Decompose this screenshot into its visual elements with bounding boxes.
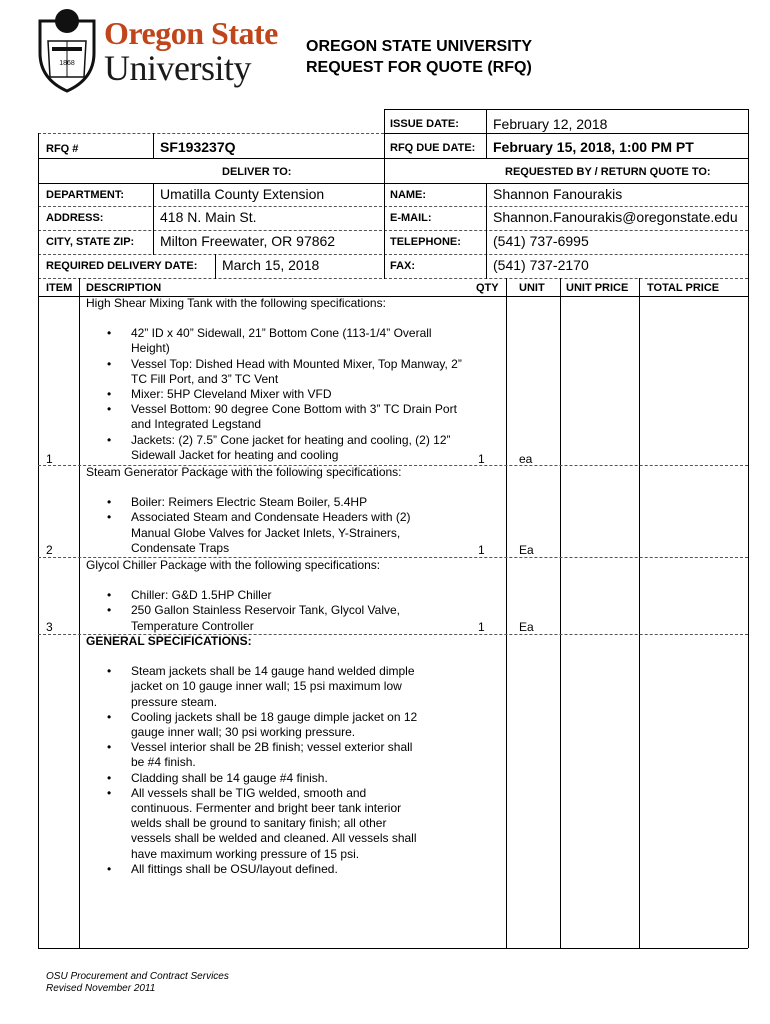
item-2-unit: Ea <box>519 543 534 557</box>
column-header-description: DESCRIPTION <box>86 282 162 294</box>
list-item: • All vessels shall be TIG welded, smooth and continuous. Fermenter and bright beer tank interior welds shall be ground to sanitary finish; all other vessels shall be welded and cleaned. All vessels shall have maximum working pressure of 15 psi. <box>131 786 426 862</box>
svg-text:1868: 1868 <box>59 60 75 67</box>
footer-line2: Revised November 2011 <box>46 983 156 994</box>
item-3-unit: Ea <box>519 620 534 634</box>
city-state-zip-value: Milton Freewater, OR 97862 <box>160 233 336 249</box>
list-item: • Steam jackets shall be 14 gauge hand welded dimple jacket on 10 gauge inner wall; 15 psi maximum low pressure steam. <box>131 664 426 710</box>
telephone-label: TELEPHONE: <box>390 236 461 248</box>
list-item: • Chiller: G&D 1.5HP Chiller <box>131 588 431 603</box>
item-bullet-list <box>86 326 466 463</box>
item-title: Steam Generator Package with the following specifications: <box>86 465 402 479</box>
email-value: Shannon.Fanourakis@oregonstate.edu <box>493 209 738 225</box>
osu-logo <box>34 7 294 93</box>
required-delivery-date-value: March 15, 2018 <box>222 257 320 273</box>
issue-date-label: ISSUE DATE: <box>390 118 459 130</box>
general-bullet-list <box>86 664 426 877</box>
item-title: High Shear Mixing Tank with the following specifications: <box>86 296 386 310</box>
item-2-number: 2 <box>46 543 53 557</box>
list-item: • 42” ID x 40” Sidewall, 21” Bottom Cone (113-1/4” Overall Height) <box>131 326 466 356</box>
logo-wordmark-line2: University <box>104 48 251 88</box>
fax-value: (541) 737-2170 <box>493 257 589 273</box>
column-header-item: ITEM <box>46 282 73 294</box>
item-2-description <box>86 465 476 556</box>
list-item: • Cladding shall be 14 gauge #4 finish. <box>131 771 426 786</box>
list-item: • Vessel Top: Dished Head with Mounted Mixer, Top Manway, 2” TC Fill Port, and 3” TC Vent <box>131 357 466 387</box>
footer-line1: OSU Procurement and Contract Services <box>46 971 229 982</box>
deliver-to-heading: DELIVER TO: <box>222 166 292 178</box>
item-bullet-list <box>86 495 431 556</box>
item-title: Glycol Chiller Package with the following specifications: <box>86 558 381 572</box>
email-label: E-MAIL: <box>390 212 432 224</box>
list-item: • Associated Steam and Condensate Headers with (2) Manual Globe Valves for Jacket Inlets, Y-Strainers, Condensate Traps <box>131 510 431 556</box>
department-value: Umatilla County Extension <box>160 186 325 202</box>
city-state-zip-label: CITY, STATE ZIP: <box>46 236 135 248</box>
item-2-qty: 1 <box>478 543 485 557</box>
footer <box>46 971 229 995</box>
doc-title-line2: REQUEST FOR QUOTE (RFQ) <box>306 59 532 76</box>
column-header-total-price: TOTAL PRICE <box>647 282 720 294</box>
item-3-description <box>86 558 476 634</box>
doc-title-line1: OREGON STATE UNIVERSITY <box>306 38 533 55</box>
rfq-number-value: SF193237Q <box>160 139 236 155</box>
rfq-due-date-label: RFQ DUE DATE: <box>390 142 476 154</box>
list-item: • 250 Gallon Stainless Reservoir Tank, Glycol Valve, Temperature Controller <box>131 603 431 633</box>
logo-wordmark-line1: Oregon State <box>104 15 278 51</box>
general-specifications-title: GENERAL SPECIFICATIONS: <box>86 634 252 648</box>
name-value: Shannon Fanourakis <box>493 186 623 202</box>
address-value: 418 N. Main St. <box>160 209 257 225</box>
rfq-due-date-value: February 15, 2018, 1:00 PM PT <box>493 139 694 155</box>
item-bullet-list <box>86 588 431 634</box>
telephone-value: (541) 737-6995 <box>493 233 589 249</box>
general-specifications <box>86 634 486 877</box>
item-3-number: 3 <box>46 620 53 634</box>
list-item: • Jackets: (2) 7.5” Cone jacket for heating and cooling, (2) 12” Sidewall Jacket for heating and cooling <box>131 433 466 463</box>
list-item: • Mixer: 5HP Cleveland Mixer with VFD <box>131 387 466 402</box>
item-3-qty: 1 <box>478 620 485 634</box>
item-1-number: 1 <box>46 452 53 466</box>
requested-by-heading: REQUESTED BY / RETURN QUOTE TO: <box>505 166 711 178</box>
issue-date-value: February 12, 2018 <box>493 116 608 132</box>
list-item: • Cooling jackets shall be 18 gauge dimple jacket on 12 gauge inner wall; 30 psi working pressure. <box>131 710 426 740</box>
list-item: • Boiler: Reimers Electric Steam Boiler, 5.4HP <box>131 495 431 510</box>
list-item: • Vessel Bottom: 90 degree Cone Bottom with 3” TC Drain Port and Integrated Legstand <box>131 402 466 432</box>
list-item: • Vessel interior shall be 2B finish; vessel exterior shall be #4 finish. <box>131 740 426 770</box>
beaver-seal-icon <box>34 7 100 93</box>
column-header-unit: UNIT <box>519 282 545 294</box>
required-delivery-date-label: REQUIRED DELIVERY DATE: <box>46 260 198 272</box>
item-1-description <box>86 296 476 463</box>
column-header-qty: QTY <box>476 282 499 294</box>
item-1-unit: ea <box>519 452 533 466</box>
column-header-unit-price: UNIT PRICE <box>566 282 629 294</box>
name-label: NAME: <box>390 189 427 201</box>
department-label: DEPARTMENT: <box>46 189 125 201</box>
list-item: • All fittings shall be OSU/layout defined. <box>131 862 426 877</box>
rfq-number-label: RFQ # <box>46 143 79 155</box>
address-label: ADDRESS: <box>46 212 104 224</box>
fax-label: FAX: <box>390 260 416 272</box>
item-1-qty: 1 <box>478 452 485 466</box>
